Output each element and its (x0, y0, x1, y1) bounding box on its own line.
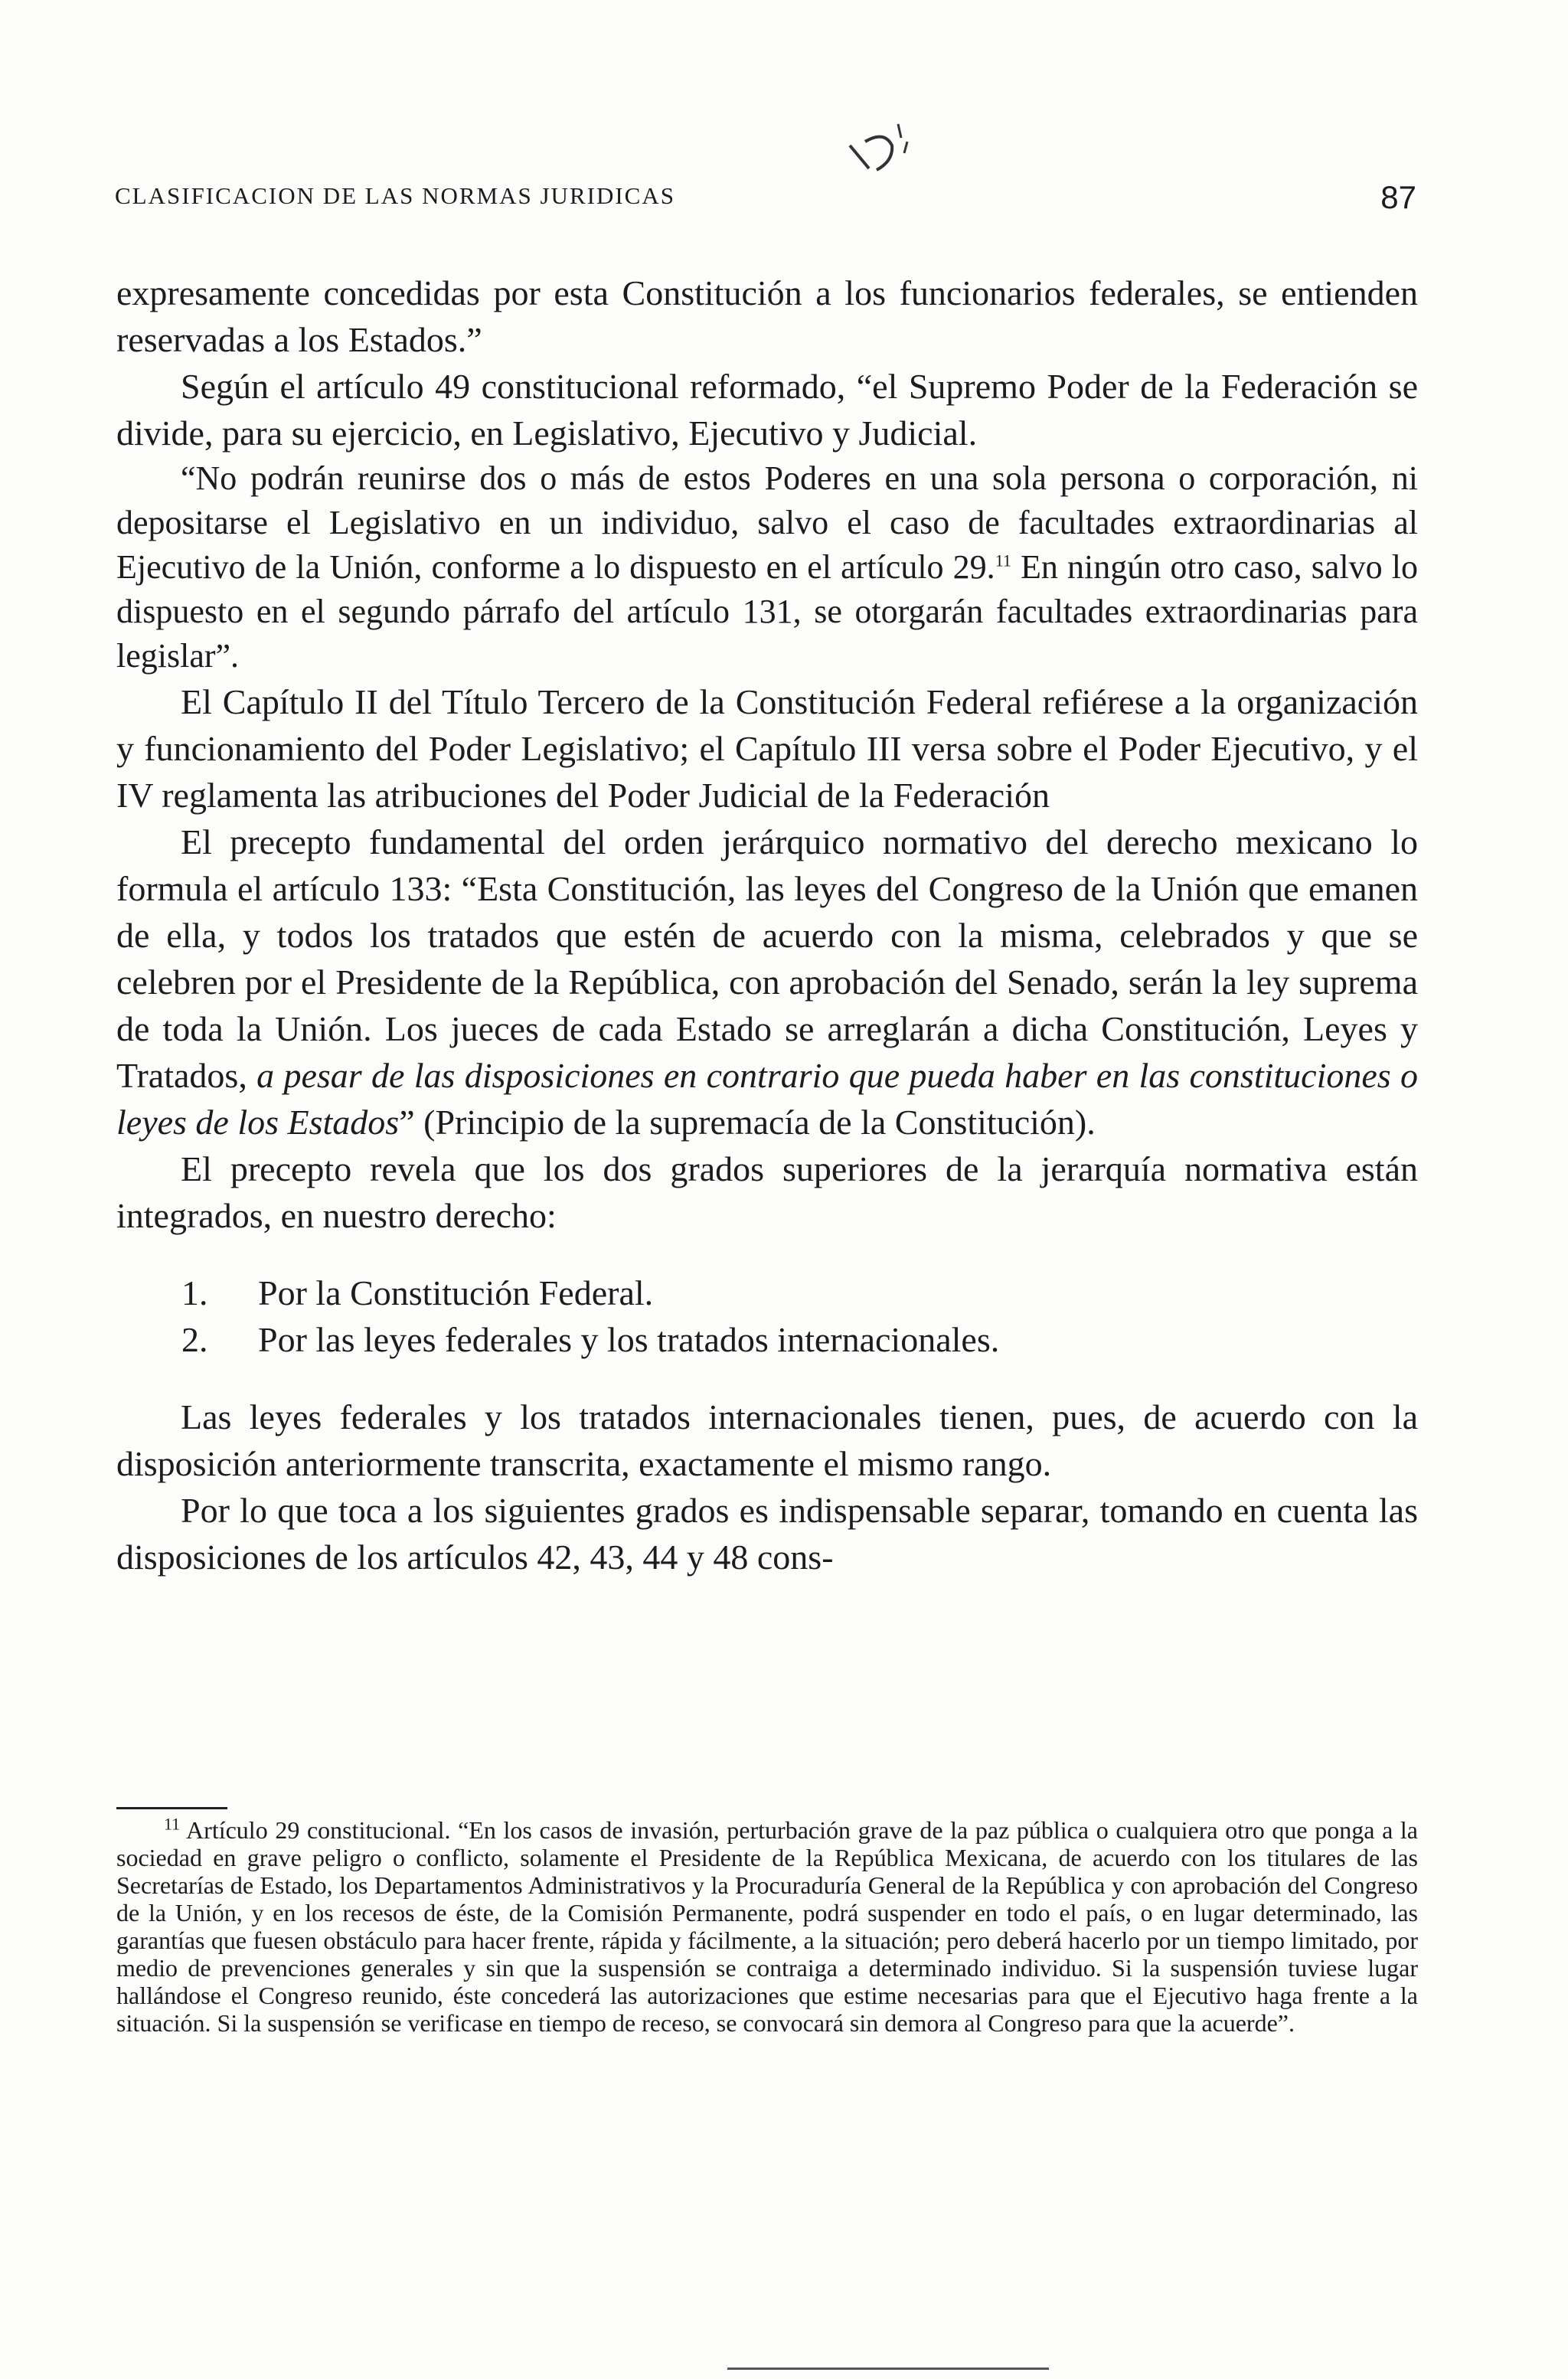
scan-edge-mark (727, 2368, 1049, 2370)
footnote (116, 1816, 1418, 2037)
numbered-list (181, 1270, 1418, 1363)
handwritten-mark (838, 107, 923, 191)
list-number: 2. (181, 1320, 208, 1359)
paragraph-8: Por lo que toca a los siguientes grados es indispensable separar, tomando en cuenta las disposiciones de los artículos 42, 43, 44 y 48 cons- (116, 1491, 1418, 1577)
paragraph-7: Las leyes federales y los tratados internacionales tienen, pues, de acuerdo con la disposición anteriormente transcrita, exactamente el mismo rango. (116, 1397, 1418, 1483)
footnote-body: Artículo 29 constitucional. “En los casos de invasión, perturbación grave de la paz pública o cualquiera otro que ponga a la sociedad en grave peligro o conflicto, solamente el Presidente de la República Mexicana, de acuerdo con los titulares de las Secretarías de Estado, los Departamentos Administrativos y la Procuraduría General de la República y con aprobación del Congreso de la Unión, y en los recesos de éste, de la Comisión Permanente, podrá suspender en todo el país, o en lugar determinado, las garantías que fuesen obstáculo para hacer frente, rápida y fácilmente, a la situación; pero deberá hacerlo por un tiempo limitado, por medio de prevenciones generales y sin que la suspensión se contraiga a determinado individuo. Si la suspensión tuviese lugar hallándose el Congreso reunido, éste concederá las autorizaciones que estime necesarias para que el Ejecutivo haga frente a la situación. Si la suspensión se verificase en tiempo de receso, se convocará sin demora al Congreso para que la acuerde”. (116, 1816, 1418, 2037)
paragraph-5 (116, 819, 1418, 1145)
list-item (181, 1316, 1418, 1363)
paragraph-5-end: ” (Principio de la supremacía de la Constitución). (399, 1103, 1096, 1142)
paragraph-2: Según el artículo 49 constitucional reformado, “el Supremo Poder de la Federación se divide, para su ejercicio, en Legislativo, Ejecutivo y Judicial. (116, 367, 1418, 453)
quote-text: “No podrán reunirse dos o más de estos Poderes en una sola persona o corporación, ni depositarse el Legislativo en un individuo, salvo el caso de facultades extraordinarias al Ejecutivo de la Unión, conforme a lo dispuesto en el artículo 29. (116, 459, 1418, 586)
body-text (116, 270, 1418, 1580)
paragraph-5-text: El precepto fundamental del orden jerárquico normativo del derecho mexicano lo formula el artículo 133: “Esta Constitución, las leyes del Congreso de la Unión que emanen de ella, y todos los tratados que estén de acuerdo con la misma, celebrados y que se celebren por el Presidente de la República, con aprobación del Senado, serán la ley suprema de toda la Unión. Los jueces de cada Estado se arreglarán a dicha Constitución, Leyes y Tratados, (116, 822, 1418, 1095)
page-number: 87 (1380, 179, 1416, 215)
list-text: Por las leyes federales y los tratados internacionales. (258, 1320, 1000, 1359)
paragraph-1: expresamente concedidas por esta Constitución a los funcionarios federales, se entienden reservadas a los Estados.” (116, 273, 1418, 359)
chapter-title: CLASIFICACION DE LAS NORMAS JURIDICAS (115, 182, 675, 209)
paragraph-4: El Capítulo II del Título Tercero de la Constitución Federal refiérese a la organización y funcionamiento del Poder Legislativo; el Capítulo III versa sobre el Poder Ejecutivo, y el IV reglamenta las atribuciones del Poder Judicial de la Federación (116, 682, 1418, 815)
quoted-paragraph (116, 456, 1418, 678)
list-item (181, 1270, 1418, 1316)
running-head (115, 179, 1416, 221)
paragraph-6: El precepto revela que los dos grados superiores de la jerarquía normativa están integrados, en nuestro derecho: (116, 1149, 1418, 1235)
footnote-reference[interactable]: 11 (995, 551, 1011, 570)
list-text: Por la Constitución Federal. (258, 1273, 654, 1312)
quote-text-end: En ningún otro caso, salvo lo dispuesto en el segundo párrafo del artículo 131, se otorgarán facultades extraordinarias para legislar”. (116, 548, 1418, 675)
footnote-number: 11 (164, 1814, 181, 1834)
footnote-divider (116, 1807, 227, 1809)
list-number: 1. (181, 1273, 208, 1312)
footnote-text (116, 1816, 1418, 2037)
paragraph-5-italic: a pesar de las disposiciones en contrario que pueda haber en las constituciones o leyes de los Estados (116, 1056, 1418, 1142)
